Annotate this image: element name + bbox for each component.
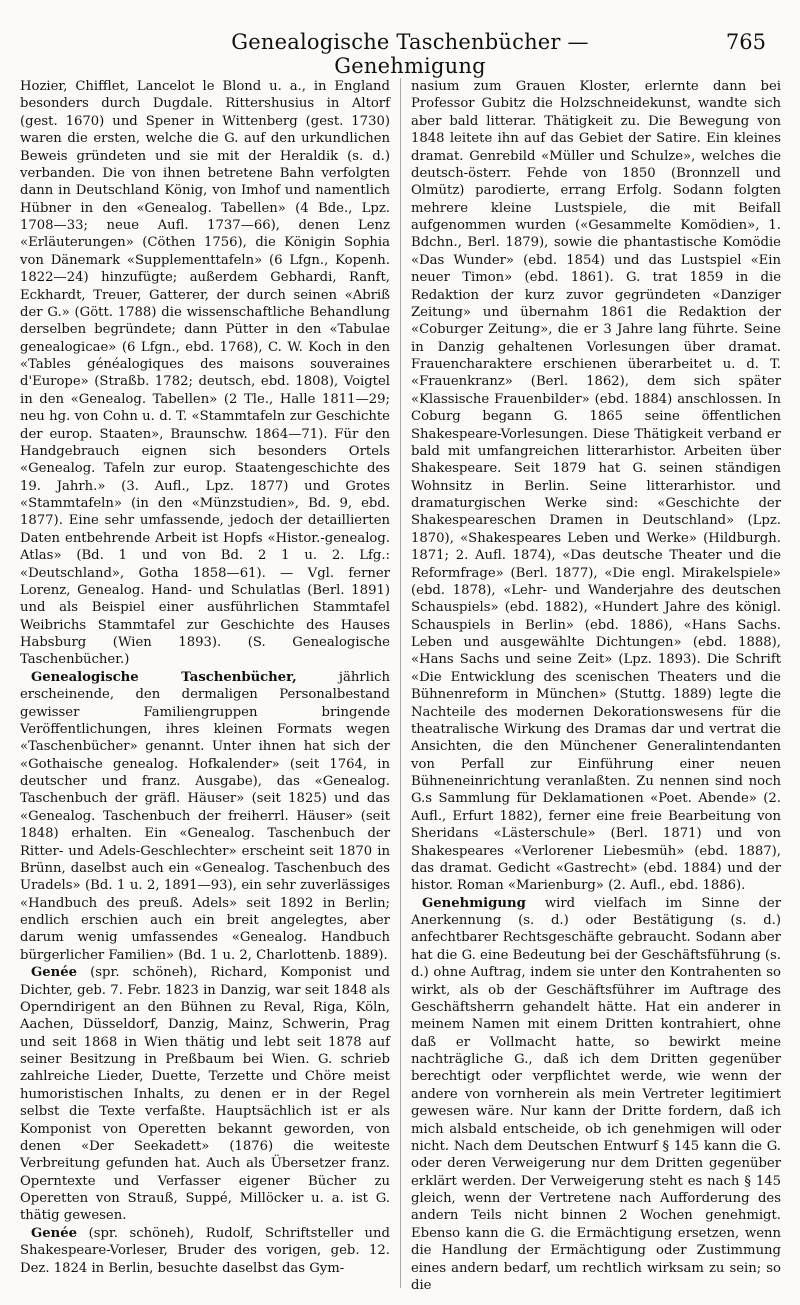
entry-headword: Genée — [31, 965, 78, 981]
entry-genee-rudolf — [20, 1225, 390, 1277]
page-header — [0, 30, 800, 78]
column-divider — [400, 78, 401, 1288]
entry-headword: Genehmigung — [422, 895, 526, 911]
paragraph-genealogie-continued: Hozier, Chifflet, Lancelot le Blond u. a., in England besonders durch Dugdale. Rittershusius in Altorf (gest. 1670) und Spener in Wittenberg (gest. 1730) waren die ersten, welche die G. auf den urkundlichen Beweis gründeten und sie mit der Heraldik (s. d.) verbanden. Die von ihnen betretene Bahn verfolgten dann in Deutschland König, von Imhof und namentlich Hübner in den «Genealog. Tabellen» (4 Bde., Lpz. 1708—33; neue Aufl. 1737—66), denen Lenz «Erläuterungen» (Cöthen 1756), die Königin Sophia von Dänemark «Supplementtafeln» (6 Lfgn., Kopenh. 1822—24) hinzufügte; außerdem Gebhardi, Ranft, Eckhardt, Treuer, Gatterer, der durch seinen «Abriß der G.» (Gött. 1788) die wissenschaftliche Behandlung derselben begründete; dann Pütter in den «Tabulae genealogicae» (6 Lfgn., ebd. 1768), C. W. Koch in den «Tables généalogiques des maisons souveraines d'Europe» (Straßb. 1782; deutsch, ebd. 1808), Voigtel in den «Genealog. Tabellen» (2 Tle., Halle 1811—29; neu hg. von Cohn u. d. T. «Stammtafeln zur Geschichte der europ. Staaten», Braunschw. 1864—71). Für den Handgebrauch eignen sich besonders Ortels «Genealog. Tafeln zur europ. Staatengeschichte des 19. Jahrh.» (3. Aufl., Lpz. 1877) und Grotes «Stammtafeln» (in den «Münzstudien», Bd. 9, ebd. 1877). Eine sehr umfassende, jedoch der detaillierten Daten entbehrende Arbeit ist Hopfs «Histor.-genealog. Atlas» (Bd. 1 und von Bd. 2 1 u. 2. Lfg.: «Deutschland», Gotha 1858—61). — Vgl. ferner Lorenz, Genealog. Hand- und Schulatlas (Berl. 1891) und als Beispiel einer ausführlichen Stammtafel Weibrichs Stammtafel zur Geschichte des Hauses Habsburg (Wien 1893). (S. Genealogische Taschenbücher.) — [20, 79, 390, 668]
paragraph-genee-rudolf-continued: nasium zum Grauen Kloster, erlernte dann bei Professor Gubitz die Holzschneidekunst, wandte sich aber bald litterar. Thätigkeit zu. Die Bewegung von 1848 leitete ihn auf das Gebiet der Satire. Ein kleines dramat. Genrebild «Müller und Schulze», welches die deutsch-österr. Fehde von 1850 (Bronnzell und Olmütz) parodierte, errang Erfolg. Sodann folgten mehrere kleine Lustspiele, die mit Beifall aufgenommen wurden («Gesammelte Komödien», 1. Bdchn., Berl. 1879), sowie die phantastische Komödie «Das Wunder» (ebd. 1854) und das Lustspiel «Ein neuer Timon» (ebd. 1861). G. trat 1859 in die Redaktion der kurz zuvor gegründeten «Danziger Zeitung» und übernahm 1861 die Redaktion der «Coburger Zeitung», die er 3 Jahre lang führte. Seine in Danzig gehaltenen Vorlesungen über dramat. Frauencharaktere erschienen überarbeitet u. d. T. «Frauenkranz» (Berl. 1862), dem sich später «Klassische Frauenbilder» (ebd. 1884) anschlossen. In Coburg begann G. 1865 seine öffentlichen Shakespeare-Vorlesungen. Diese Thätigkeit verband er bald mit umfangreichen litterarhistor. Arbeiten über Shakespeare. Seit 1879 hat G. seinen ständigen Wohnsitz in Berlin. Seine litterarhistor. und dramaturgischen Werke sind: «Geschichte der Shakespeareschen Dramen in Deutschland» (Lpz. 1870), «Shakespeares Leben und Werke» (Hildburgh. 1871; 2. Aufl. 1874), «Das deutsche Theater und die Reformfrage» (Berl. 1877), «Die engl. Mirakelspiele» (ebd. 1878), «Lehr- und Wanderjahre des deutschen Schauspiels» (ebd. 1882), «Hundert Jahre des königl. Schauspiels in Berlin» (ebd. 1886), «Hans Sachs. Leben und ausgewählte Dichtungen» (ebd. 1888), «Hans Sachs und seine Zeit» (Lpz. 1893). Die Schrift «Die Entwicklung des scenischen Theaters und die Bühnenreform in München» (Stuttg. 1889) legte die Nachteile des modernen Dekorationswesens für die theatralische Wirkung des Dramas dar und vertrat die Ansichten, die den Münchener Generalintendanten von Perfall zur Einführung einer neuen Bühneneinrichtung veranlaßten. Zu nennen sind noch G.s Sammlung für Deklamationen «Poet. Abende» (2. Aufl., Erfurt 1882), ferner eine freie Bearbeitung von Sheridans «Lästerschule» (Berl. 1871) und von Shakespeares «Verlorener Liebesmüh» (ebd. 1887), das dramat. Gedicht «Gastrecht» (ebd. 1884) und der histor. Roman «Marienburg» (2. Aufl., ebd. 1886). — [411, 79, 781, 894]
left-column — [20, 78, 390, 1277]
entry-text: wird vielfach im Sinne der Anerkennung (s. d.) oder Bestätigung (s. d.) anfechtbarer Rechtsgeschäfte gebraucht. Sodann aber hat die G. eine Bedeutung bei der Geschäftsführung (s. d.) ohne Auftrag, indem sie unter den Kontrahenten so wirkt, als ob der Geschäftsführer im Auftrage des Geschäftsherrn gehandelt hätte. Hat ein anderer in meinem Namen mit einem Dritten kontrahiert, ohne daß er Vollmacht hatte, so bewirkt meine nachträgliche G., daß ich dem Dritten gegenüber berechtigt oder verpflichtet werde, wie wenn der andere von vornherein als mein Vertreter legitimiert gewesen wäre. Nur kann der Dritte fordern, daß ich mich alsbald entscheide, ob ich genehmigen will oder nicht. Nach dem Deutschen Entwurf § 145 kann die G. oder deren Verweigerung nur dem Dritten gegenüber erklärt werden. Der Verweigerung steht es nach § 145 gleich, wenn der Vertretene nach Aufforderung des andern Teils nicht binnen 2 Wochen genehmigt. Ebenso kann die G. die Ermächtigung ersetzen, wenn die Handlung der Ermächtigung oder Zustimmung eines andern bedarf, um rechtlich wirksam zu sein; so die — [411, 895, 781, 1293]
entry-genealogische-taschenbuecher — [20, 669, 390, 964]
entry-headword: Genealogische Taschenbücher, — [31, 669, 297, 685]
right-column — [411, 78, 781, 1294]
entry-genee-richard — [20, 964, 390, 1225]
entry-text: jährlich erscheinende, den dermaligen Personalbestand gewisser Familiengruppen bringende Veröffentlichungen, ihres kleinen Formats wegen «Taschenbücher» genannt. Unter ihnen hat sich der «Gothaische genealog. Hofkalender» (seit 1764, in deutscher und franz. Ausgabe), das «Genealog. Taschenbuch der gräfl. Häuser» (seit 1825) und das «Genealog. Taschenbuch der freiherrl. Häuser» (seit 1848) erhalten. Ein «Genealog. Taschenbuch der Ritter- und Adels-Geschlechter» erscheint seit 1870 in Brünn, daselbst auch ein «Genealog. Taschenbuch des Uradels» (Bd. 1 u. 2, 1891—93), ein sehr zuverlässiges «Handbuch des preuß. Adels» seit 1892 in Berlin; endlich erschien auch ein breit angelegtes, aber darum wenig umfassendes «Genealog. Handbuch bürgerlicher Familien» (Bd. 1 u. 2, Charlottenb. 1889). — [20, 669, 390, 963]
entry-headword: Genée — [31, 1225, 78, 1241]
entry-text: (spr. schöneh), Rudolf, Schriftsteller und Shakespeare-Vorleser, Bruder des vorigen, geb. 12. Dez. 1824 in Berlin, besuchte daselbst das Gym- — [20, 1225, 390, 1276]
page-number: 765 — [725, 30, 766, 54]
entry-genehmigung — [411, 895, 781, 1295]
running-head: Genealogische Taschenbücher — Genehmigung — [231, 30, 589, 78]
entry-text: (spr. schöneh), Richard, Komponist und Dichter, geb. 7. Febr. 1823 in Danzig, war seit 1848 als Operndirigent an den Bühnen zu Reval, Riga, Köln, Aachen, Düsseldorf, Danzig, Mainz, Schwerin, Prag und seit 1868 in Wien thätig und lebt seit 1878 auf seiner Besitzung in Preßbaum bei Wien. G. schrieb zahlreiche Lieder, Duette, Terzette und Chöre meist humoristischen Inhalts, zu denen er in der Regel selbst die Texte verfaßte. Hauptsächlich ist er als Komponist von Operetten bekannt geworden, von denen «Der Seekadett» (1876) die weiteste Verbreitung gefunden hat. Auch als Übersetzer franz. Operntexte und Verfasser eigener Bücher zu Operetten von Strauß, Suppé, Millöcker u. a. ist G. thätig gewesen. — [20, 965, 390, 1224]
